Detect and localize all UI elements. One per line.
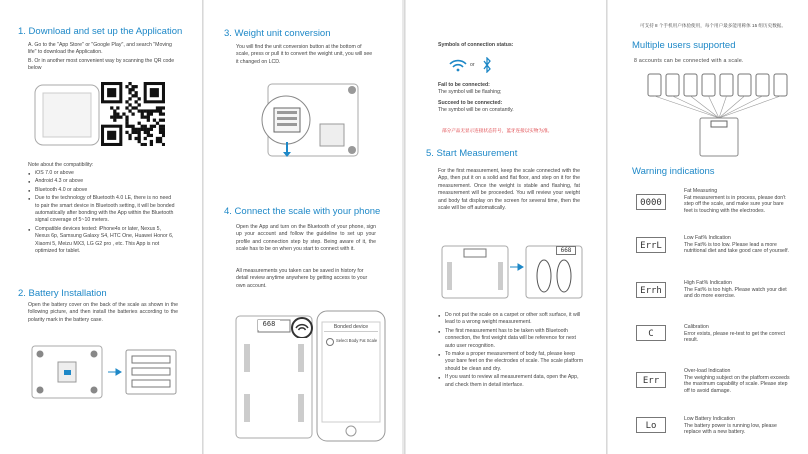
warning-title: Low Fat% Indication xyxy=(684,235,731,241)
multi-users-heading: Multiple users supported xyxy=(632,40,736,51)
connect-text-1: Open the App and turn on the Bluetooth of your phone, sign up your account and follow the guideline to set up your profile and connection step by step. Being aware of it, the scale has to be on when you start to connect with it. xyxy=(236,224,376,253)
warning-title: High Fat% Indication xyxy=(684,280,732,286)
warning-text: The Fat% is too high. Please watch your diet and do more exercise. xyxy=(684,287,787,300)
arrow-icon xyxy=(510,262,524,272)
symbols-title: Symbols of connection status: xyxy=(438,42,514,48)
battery-text: Open the battery cover on the back of the scale as shown in the following picture, and then install the batteries according to the polarity mark in the battery case. xyxy=(28,302,178,323)
scale-bottom-illustration xyxy=(246,80,362,160)
unit-text: You will find the unit conversion button at the bottom of scale, press or pull it to convert the weight unit, you will see it changed on LCD. xyxy=(236,44,373,65)
device-icon xyxy=(326,338,334,346)
fail-label: Fail to be connected: xyxy=(438,82,490,88)
warning-code: Err xyxy=(636,372,666,388)
compat-item: ● Android 4.3 or above xyxy=(28,178,176,185)
warning-text: The Fat% is too low. Please lead a more nutritional diet and take good care of yourself. xyxy=(684,242,789,255)
measurement-text: For the first measurement, keep the scale connected with the App, then put it on a solid and flat floor, and step on it for the measurement. Once the weight is stable and flashing, fat measurement will be proceeded. You will review your weight and body fat display on the screen for several time, then the scale will be off automatically. xyxy=(438,168,580,212)
battery-heading: 2. Battery Installation xyxy=(18,288,107,299)
multi-users-text: 8 accounts can be connected with a scale. xyxy=(634,58,744,64)
scale-lcd-value: 668 xyxy=(258,320,280,330)
warning-code: 0000 xyxy=(636,194,666,210)
phone-bonded-header: Bonded device xyxy=(324,324,378,332)
download-heading: 1. Download and set up the Application xyxy=(18,26,183,37)
battery-illustration xyxy=(30,344,180,400)
symbols-or: or xyxy=(470,62,475,68)
bluetooth-icon xyxy=(482,57,492,73)
wifi-icon xyxy=(448,58,468,72)
tip-item: ● Do not put the scale on a carpet or other soft surface, it will lead to a wrong weight measurement. xyxy=(438,312,584,327)
warning-text: The battery power is running low, please replace with a new battery. xyxy=(684,423,777,436)
phone-bonded-item[interactable]: Select Body Fat Scale xyxy=(336,338,378,343)
page-3 xyxy=(406,0,606,454)
connect-text-2: All measurements you taken can be saved in history for detail review anytime anywhere by getting access to your own account. xyxy=(236,268,368,289)
warning-title: Low Battery Indication xyxy=(684,416,736,422)
compat-item: ● Bluetooth 4.0 or above xyxy=(28,187,176,194)
warning-text: Error exists, please re-test to get the correct result. xyxy=(684,331,785,344)
cn-note: 可支持 8 个手机用户体验使用，每个用户最多能用称体 15 组历史数据。 xyxy=(640,23,786,28)
compat-item: ● Compatible devices tested: iPhone4s or later, Nexus 5, Nexus 6p, Samsung Galaxy S4, HTC One, Huawei Honor 6, Xiaomi 5, Meizu MX3, LG G2 pro , etc. This App is not optimized for tablet. xyxy=(28,226,176,256)
page-2 xyxy=(204,0,402,454)
phone-illustration xyxy=(34,84,100,146)
warning-title: Calibration xyxy=(684,324,709,330)
red-note: 部分产品无显示连接状态符号，蓝牙连接以实物为准。 xyxy=(442,128,553,133)
succeed-text: The symbol will be on constantly. xyxy=(438,107,514,113)
unit-heading: 3. Weight unit conversion xyxy=(224,28,331,39)
warning-text: Fat measurement is in process, please don't step off the scale, and make sure your bare feet is touching with the electrodes. xyxy=(684,195,786,214)
compat-item: ● iOS 7.0 or above xyxy=(28,170,176,177)
bluetooth-signal-icon xyxy=(290,316,314,338)
connect-heading: 4. Connect the scale with your phone xyxy=(224,206,381,217)
tip-item: ● If you want to review all measurement data, open the App, and check them in detail interface. xyxy=(438,374,584,389)
warning-heading: Warning indications xyxy=(632,166,715,177)
warning-code: C xyxy=(636,325,666,341)
scale-lcd-value: 668 xyxy=(556,246,576,255)
warning-text: The weighing subject on the platform exceeds the maximum capability of scale. Please step off to avoid damage. xyxy=(684,375,790,394)
warning-title: Fat Measuring xyxy=(684,188,718,194)
warning-code: ErrL xyxy=(636,237,666,253)
compat-note-title: Note about the compatibility: xyxy=(28,162,94,168)
compat-list xyxy=(28,170,176,256)
multi-phone-illustration xyxy=(644,72,794,160)
page-4 xyxy=(608,0,808,454)
measurement-tips xyxy=(438,312,584,390)
warning-code: Errh xyxy=(636,282,666,298)
scale-illustration xyxy=(440,244,510,300)
page-1 xyxy=(0,0,202,454)
warning-code: Lo xyxy=(636,417,666,433)
succeed-label: Succeed to be connected: xyxy=(438,100,503,106)
tip-item: ● To make a proper measurement of body fat, please keep your bare feet on the electrodes of scale. The scale platform should be clean and dry. xyxy=(438,351,584,373)
tip-item: ● The first measurement has to be taken with Bluetooth connection, the first weight data will be reference for next auto user recognition. xyxy=(438,328,584,350)
qr-code[interactable] xyxy=(101,82,165,146)
download-step-b: B. Or in another most convenient way by scanning the QR code below xyxy=(28,58,175,72)
warning-title: Over-load Indication xyxy=(684,368,731,374)
fail-text: The symbol will be flashing; xyxy=(438,89,502,95)
compat-item: ● Due to the technology of Bluetooth 4.0 LE, there is no need to pair the smart device in Bluetooth setting, it will be bonded automatically after bonding with the App within the Bluetooth signal coverage of 5~10 meters. xyxy=(28,195,176,225)
download-step-a: A. Go to the "App Store" or "Google Play", and search "Moving life" to download the Application. xyxy=(28,42,172,56)
measurement-heading: 5. Start Measurement xyxy=(426,148,518,159)
